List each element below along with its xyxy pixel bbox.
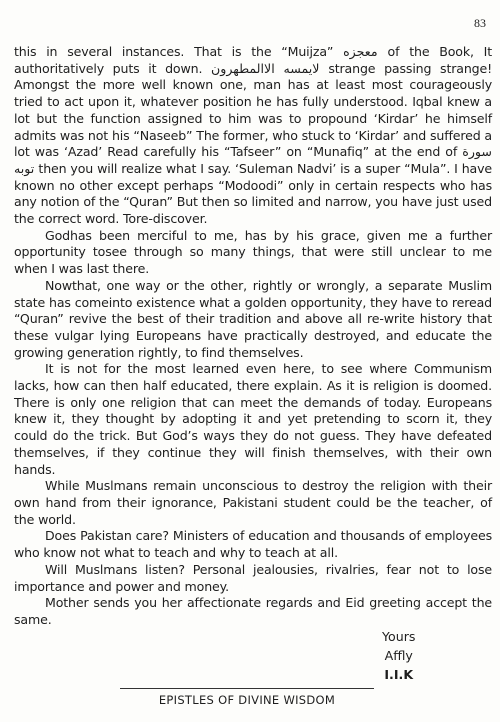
sign-off <box>382 627 415 684</box>
paragraph: Will Muslmans listen? Personal jealousies, rivalries, fear not to lose importance and power and money. <box>14 561 492 594</box>
closing-text: Yours <box>382 629 416 644</box>
affection-text: Affly <box>384 648 413 663</box>
paragraph: While Muslmans remain unconscious to destroy the religion with their own hand from their ignorance, Pakistani student could be the teacher, of the world. <box>14 478 492 527</box>
page-number: 83 <box>474 16 486 30</box>
footer-title: EPISTLES OF DIVINE WISDOM <box>158 693 336 707</box>
paragraph: Does Pakistan care? Ministers of education and thousands of employees who know not what to teach and why to teach at all. <box>14 528 492 561</box>
paragraph: this in several instances. That is the “Muijza” معجزه of the Book, It authoritatively puts it down. لايمسه الاالمطهرون strange passing strange! Amongst the more well known one, man has at least most courageously tried to act upon it, whatever position he has fully understood. Iqbal knew a lot but the function assigned to him was to propound ‘Kirdar’ he himself admits was not his “Naseeb” The former, who stuck to ‘Kirdar’ and suffered a lot was ‘Azad’ Read carefully his “Tafseer” on “Munafiq” at the end of سورة توبه then you will realize what I say. ‘Suleman Nadvi’ is a super “Mula”. I have known no other except perhaps “Modoodi” only in certain respects who has any notion of the “Quran” But then so limited and narrow, you have just used the correct word. Tore-discover. <box>14 44 492 227</box>
author-initials: I.I.K <box>384 667 414 682</box>
paragraph: It is not for the most learned even here, to see where Communism lacks, how can then half educated, there explain. As it is religion is doomed. There is only one religion that can meet the demands of today. Europeans knew it, they thought by adopting it and yet pretending to scorn it, they could do the trick. But God’s ways they do not guess. They have defeated themselves, if they continue they will finish themselves, with their own hands. <box>14 361 492 477</box>
paragraph: Mother sends you her affectionate regards and Eid greeting accept the same. <box>14 595 492 627</box>
letter-body <box>14 44 492 629</box>
footer-divider <box>120 688 374 689</box>
paragraph: Godhas been merciful to me, has by his grace, given me a further opportunity tosee through so many things, that were still unclear to me when I was last there. <box>14 227 492 277</box>
paragraph: Nowthat, one way or the other, rightly or wrongly, a separate Muslim state has comeinto existence what a golden opportunity, they have to reread “Quran” revive the best of their tradition and above all re-write history that these vulgar lying Europeans have practically destroyed, and educate the growing generation rightly, to find themselves. <box>14 277 492 360</box>
